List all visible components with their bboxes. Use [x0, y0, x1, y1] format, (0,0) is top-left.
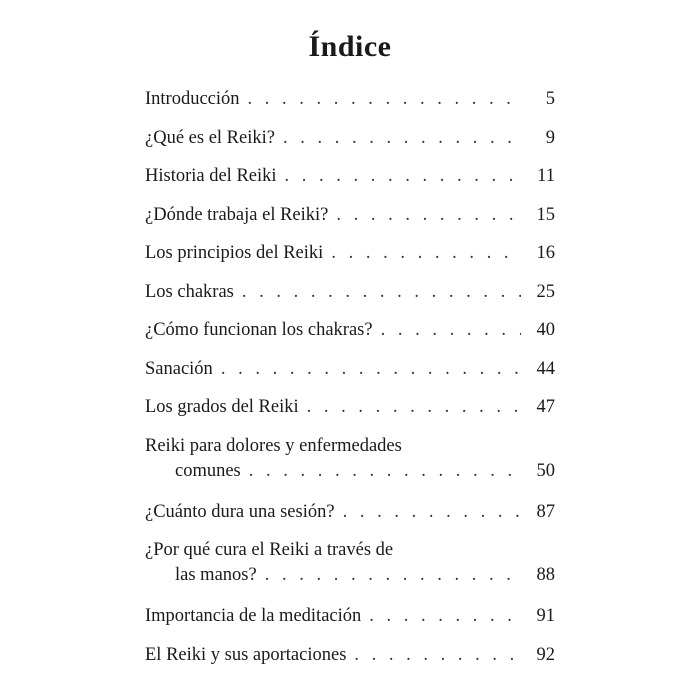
toc-page-number: 87	[536, 501, 555, 522]
toc-page-number: 47	[536, 397, 555, 417]
toc-page-number: 11	[537, 166, 555, 186]
leader-dots	[381, 315, 521, 345]
toc-entry-title: Importancia de la meditación	[145, 606, 362, 626]
toc-page-number: 91	[536, 606, 555, 626]
toc-entry-title: ¿Qué es el Reiki?	[145, 127, 275, 148]
leader-dots	[369, 601, 521, 631]
leader-dots	[307, 392, 521, 422]
toc-entry-title: ¿Cuánto dura una sesión?	[145, 501, 335, 522]
toc-entry-title: Los grados del Reiki	[145, 397, 299, 417]
leader-dots	[354, 640, 521, 670]
toc-page-number: 50	[536, 460, 555, 481]
leader-dots	[265, 560, 521, 590]
toc-entry-title: Los chakras	[145, 281, 234, 302]
toc-page-number: 44	[536, 358, 555, 379]
toc-entry-title: Reiki para dolores y enfermedades	[145, 435, 402, 456]
toc-entry-title: Introducción	[145, 89, 240, 109]
toc-entry	[145, 497, 555, 536]
leader-dots	[248, 84, 521, 114]
leader-dots	[331, 238, 521, 268]
toc-entry	[145, 535, 555, 601]
toc-page-number: 5	[545, 89, 555, 109]
toc-entry-title: Historia del Reiki	[145, 166, 277, 186]
toc-entry	[145, 392, 555, 431]
toc-entry	[145, 200, 555, 239]
leader-dots	[221, 354, 521, 384]
toc-page-number: 88	[536, 565, 555, 585]
toc-page-number: 92	[536, 644, 555, 665]
toc-page-number: 40	[536, 320, 555, 340]
leader-dots	[249, 456, 521, 486]
toc-entry-title: ¿Por qué cura el Reiki a través de	[145, 540, 394, 560]
toc-entry	[145, 640, 555, 679]
leader-dots	[336, 200, 521, 230]
leader-dots	[343, 497, 521, 527]
toc-entry-title: El Reiki y sus aportaciones	[145, 644, 347, 665]
table-of-contents	[145, 84, 555, 678]
leader-dots	[242, 277, 521, 307]
toc-entry	[145, 354, 555, 393]
toc-entry	[145, 161, 555, 200]
toc-page-number: 15	[536, 204, 555, 225]
toc-entry	[145, 315, 555, 354]
toc-entry	[145, 277, 555, 316]
toc-entry-title: ¿Dónde trabaja el Reiki?	[145, 204, 329, 225]
toc-page-number: 9	[545, 127, 555, 148]
toc-entry	[145, 84, 555, 123]
toc-page-number: 16	[536, 243, 555, 263]
toc-entry	[145, 601, 555, 640]
leader-dots	[285, 161, 521, 191]
toc-entry	[145, 431, 555, 497]
toc-page-number: 25	[536, 281, 555, 302]
toc-entry	[145, 238, 555, 277]
toc-entry-title-continued: comunes	[175, 460, 241, 481]
toc-entry-title: Los principios del Reiki	[145, 243, 324, 263]
toc-entry-title: Sanación	[145, 358, 213, 379]
leader-dots	[283, 123, 521, 153]
toc-entry	[145, 123, 555, 162]
toc-entry-title: ¿Cómo funcionan los chakras?	[145, 320, 373, 340]
toc-entry-title-continued: las manos?	[175, 565, 257, 585]
page-title: Índice	[308, 30, 392, 63]
